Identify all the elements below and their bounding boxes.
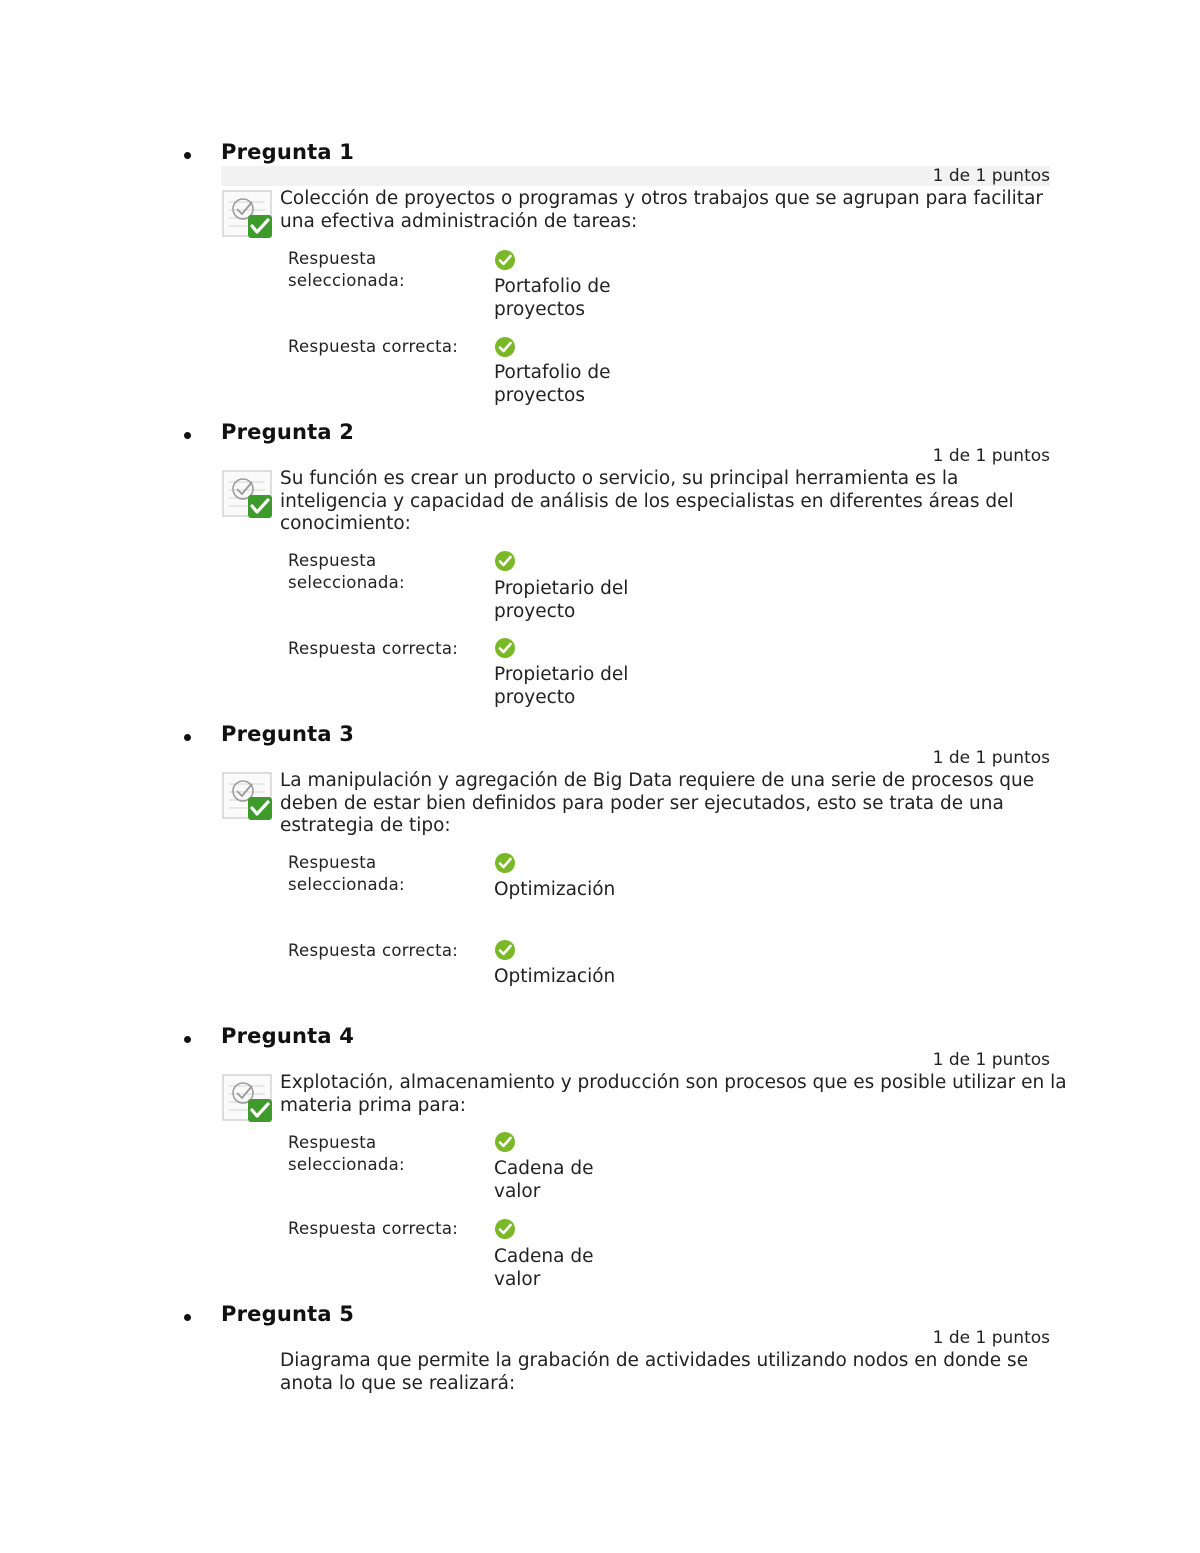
correct-answer-label: Respuesta correcta: <box>288 639 459 658</box>
graded-correct-icon <box>221 468 275 520</box>
selected-answer-value: Propietario del proyecto <box>494 578 629 622</box>
selected-answer-label: Respuesta seleccionada: <box>288 249 405 290</box>
question-title: Pregunta 1 <box>221 140 355 164</box>
correct-answer-value: Cadena de valor <box>494 1246 594 1290</box>
question-title: Pregunta 3 <box>221 722 355 746</box>
check-circle-icon <box>494 336 516 358</box>
check-circle-icon <box>494 1218 516 1240</box>
question-title: Pregunta 5 <box>221 1302 355 1326</box>
bullet <box>184 1036 191 1043</box>
question-points: 1 de 1 puntos <box>932 1050 1050 1070</box>
question-points: 1 de 1 puntos <box>932 748 1050 768</box>
question-text: Diagrama que permite la grabación de actividades utilizando nodos en donde se anota lo que se realizará: <box>280 1350 1029 1394</box>
question-points: 1 de 1 puntos <box>932 1328 1050 1348</box>
check-circle-icon <box>494 550 516 572</box>
bullet <box>184 734 191 741</box>
check-circle-icon <box>494 249 516 271</box>
check-circle-icon <box>494 1131 516 1153</box>
graded-correct-icon <box>221 770 275 822</box>
check-circle-icon <box>494 939 516 961</box>
selected-answer-label: Respuesta seleccionada: <box>288 1133 405 1174</box>
bullet <box>184 432 191 439</box>
check-circle-icon <box>494 637 516 659</box>
selected-answer-value: Portafolio de proyectos <box>494 276 611 320</box>
correct-answer-value: Propietario del proyecto <box>494 664 629 708</box>
question-title: Pregunta 4 <box>221 1024 355 1048</box>
question-text: La manipulación y agregación de Big Data requiere de una serie de procesos que deben de estar bien definidos para poder ser ejecutados, esto se trata de una estrategia de tipo: <box>280 770 1035 836</box>
selected-answer-value: Cadena de valor <box>494 1158 594 1202</box>
selected-answer-value: Optimización <box>494 879 616 900</box>
question-title: Pregunta 2 <box>221 420 355 444</box>
graded-correct-icon <box>221 1072 275 1124</box>
question-text: Colección de proyectos o programas y otros trabajos que se agrupan para facilitar una efectiva administración de tareas: <box>280 188 1044 232</box>
question-points: 1 de 1 puntos <box>932 446 1050 466</box>
question-points: 1 de 1 puntos <box>221 166 1050 186</box>
graded-correct-icon <box>221 188 275 240</box>
question-text: Su función es crear un producto o servicio, su principal herramienta es la inteligencia y capacidad de análisis de los especialistas en diferentes áreas del conocimiento: <box>280 468 1014 534</box>
correct-answer-value: Portafolio de proyectos <box>494 362 611 406</box>
bullet <box>184 152 191 159</box>
selected-answer-label: Respuesta seleccionada: <box>288 853 405 894</box>
bullet <box>184 1314 191 1321</box>
correct-answer-value: Optimización <box>494 966 616 987</box>
check-circle-icon <box>494 852 516 874</box>
selected-answer-label: Respuesta seleccionada: <box>288 551 405 592</box>
correct-answer-label: Respuesta correcta: <box>288 337 459 356</box>
correct-answer-label: Respuesta correcta: <box>288 941 459 960</box>
question-text: Explotación, almacenamiento y producción son procesos que es posible utilizar en la materia prima para: <box>280 1072 1067 1116</box>
correct-answer-label: Respuesta correcta: <box>288 1219 459 1238</box>
